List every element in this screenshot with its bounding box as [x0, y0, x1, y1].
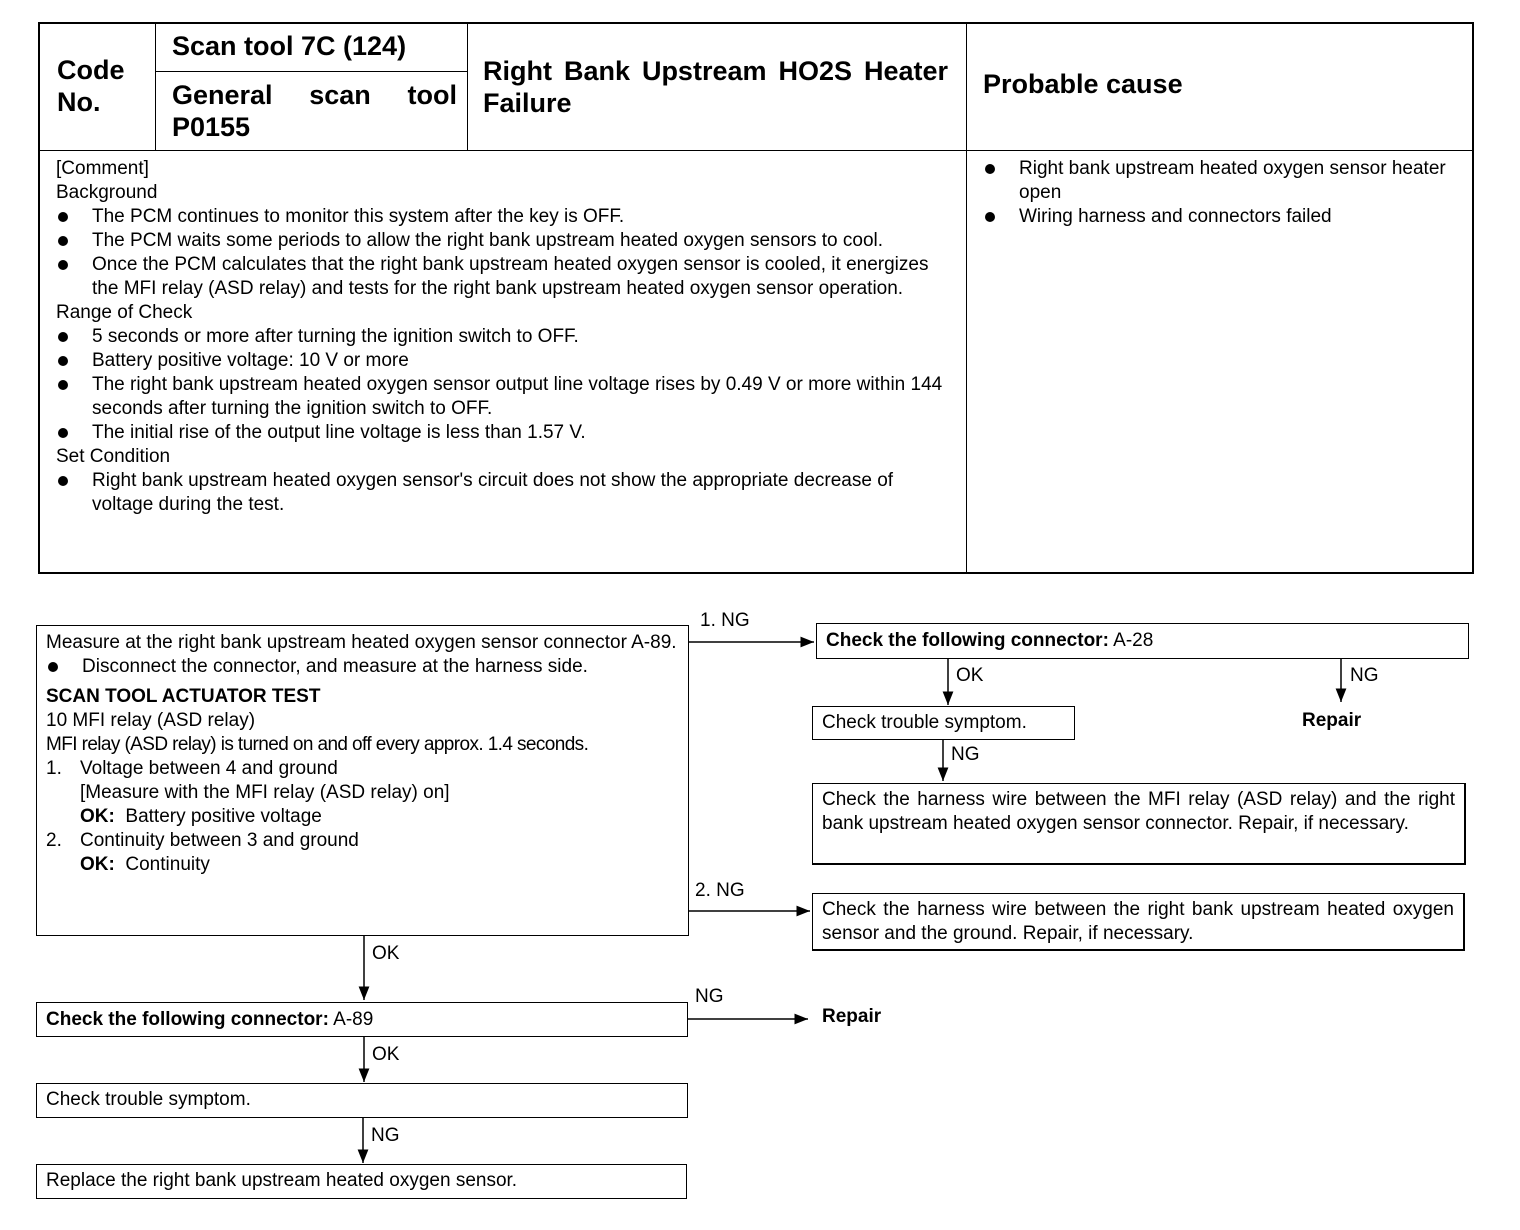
- ok-value: Continuity: [125, 854, 210, 875]
- step-number: 2.: [46, 830, 62, 851]
- list-item: 5 seconds or more after turning the ignition switch to OFF.: [56, 325, 950, 349]
- scan-tool-7c-label: Scan tool 7C (124): [172, 31, 407, 61]
- measure-step-box: [36, 625, 689, 936]
- list-item: Battery positive voltage: 10 V or more: [56, 349, 950, 373]
- list-item: Right bank upstream heated oxygen sensor heater open: [983, 157, 1458, 205]
- list-item: Wiring harness and connectors failed: [983, 205, 1458, 229]
- list-item: Once the PCM calculates that the right bank upstream heated oxygen sensor is cooled, it energizes the MFI relay (ASD relay) and tests for the right bank upstream heated oxygen sensor operation.: [56, 253, 950, 301]
- ok-label: OK:: [80, 806, 115, 827]
- check-connector-label: Check the following connector:: [46, 1009, 329, 1030]
- label-1ng: 1. NG: [700, 610, 750, 631]
- list-item: The initial rise of the output line voltage is less than 1.57 V.: [56, 421, 950, 445]
- label-ok: OK: [372, 1044, 400, 1065]
- check-connector-a28-box: [816, 623, 1469, 659]
- label-ng: NG: [1350, 665, 1379, 686]
- label-ng: NG: [695, 986, 724, 1007]
- label-ng: NG: [951, 744, 980, 765]
- check-connector-a89-box: [36, 1002, 688, 1037]
- check-connector-label: Check the following connector:: [826, 630, 1109, 651]
- actuator-test-desc: MFI relay (ASD relay) is turned on and off every approx. 1.4 seconds.: [46, 734, 589, 755]
- list-item: Right bank upstream heated oxygen sensor's circuit does not show the appropriate decrease of voltage during the test.: [56, 469, 950, 517]
- repair-text: Repair: [1302, 710, 1362, 731]
- repair-text: Repair: [822, 1006, 882, 1027]
- step-1-text: Voltage between 4 and ground: [80, 758, 338, 779]
- actuator-test-item: 10 MFI relay (ASD relay): [46, 710, 256, 731]
- step-1: [46, 757, 679, 781]
- step-number: 1.: [46, 758, 62, 779]
- ok-value: Battery positive voltage: [125, 806, 322, 827]
- code-no-heading: Code No.: [57, 55, 125, 117]
- probable-cause-heading: Probable cause: [983, 69, 1183, 99]
- list-item: The right bank upstream heated oxygen sensor output line voltage rises by 0.49 V or more within 144 seconds after turning the ignition switch to OFF.: [56, 373, 950, 421]
- measure-intro: Measure at the right bank upstream heated oxygen sensor connector A-89.: [46, 632, 677, 653]
- connector-code: A-28: [1113, 630, 1154, 651]
- label-ng: NG: [371, 1125, 400, 1146]
- step-1-condition: [Measure with the MFI relay (ASD relay) on]: [80, 782, 450, 803]
- set-condition-heading: Set Condition: [56, 446, 171, 467]
- check-trouble-symptom-box: Check trouble symptom.: [36, 1083, 688, 1118]
- range-heading: Range of Check: [56, 302, 193, 323]
- list-item: Disconnect the connector, and measure at the harness side.: [46, 655, 679, 679]
- comment-label: [Comment]: [56, 158, 149, 179]
- list-item: The PCM waits some periods to allow the right bank upstream heated oxygen sensors to cool.: [56, 229, 950, 253]
- general-scan-tool-label: General scan tool P0155: [172, 80, 457, 142]
- step-1-ok: [46, 805, 679, 829]
- step-2-ok: [46, 853, 679, 877]
- measure-bullet-list: [46, 655, 679, 679]
- dtc-title: Right Bank Upstream HO2S Heater Failure: [483, 56, 948, 118]
- background-heading: Background: [56, 182, 158, 203]
- ok-label: OK:: [80, 854, 115, 875]
- label-ok: OK: [372, 943, 400, 964]
- actuator-test-heading: SCAN TOOL ACTUATOR TEST: [46, 686, 321, 707]
- label-ok: OK: [956, 665, 984, 686]
- connector-code: A-89: [333, 1009, 374, 1030]
- step-2: [46, 829, 679, 853]
- check-trouble-symptom-box: Check trouble symptom.: [812, 706, 1075, 740]
- label-2ng: 2. NG: [695, 880, 745, 901]
- harness-ground-check-box: Check the harness wire between the right bank upstream heated oxygen sensor and the ground. Repair, if necessary.: [812, 893, 1465, 951]
- step-2-text: Continuity between 3 and ground: [80, 830, 359, 851]
- harness-mfi-check-box: Check the harness wire between the MFI relay (ASD relay) and the right bank upstream heated oxygen sensor connector. Repair, if necessary.: [812, 783, 1466, 865]
- replace-sensor-box: Replace the right bank upstream heated oxygen sensor.: [36, 1164, 687, 1199]
- list-item: The PCM continues to monitor this system after the key is OFF.: [56, 205, 950, 229]
